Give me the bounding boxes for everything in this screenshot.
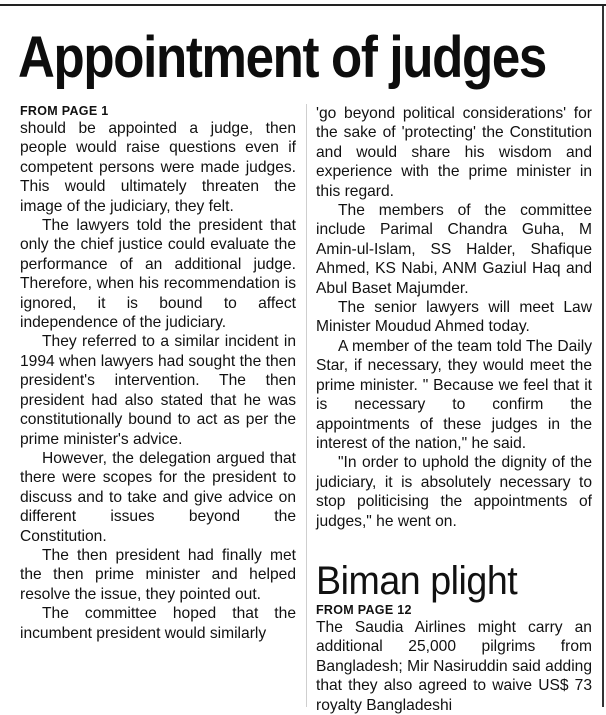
paragraph: However, the delegation argued that there were scopes for the president to discuss and to take and give advice on different issues beyond the Constitution. xyxy=(20,449,296,545)
top-border-rule xyxy=(0,0,606,6)
second-story-kicker: FROM PAGE 12 xyxy=(316,602,412,617)
paragraph: They referred to a similar incident in 1994 when lawyers had sought the then president's intervention. The then president had also stated that he was constitutionally bound to act as per the prime minister's advice. xyxy=(20,333,296,448)
paragraph: A member of the team told The Daily Star, if necessary, they would meet the prime minister. " Because we feel that it is necessary to confirm the appointments of these judges in the interest of the nation," he said. xyxy=(316,337,592,452)
paragraph: The lawyers told the president that only the chief justice could evaluate the performance of an additional judge. Therefore, when his recommendation is ignored, it is bound to affect independence of the judiciary. xyxy=(20,217,296,332)
paragraph: 'go beyond political considerations' for the sake of 'protecting' the Constitution and would share his wisdom and experience with the prime minister in this regard. xyxy=(316,105,592,200)
headline: Appointment of judges xyxy=(18,25,546,90)
paragraph: The senior lawyers will meet Law Minister Moudud Ahmed today. xyxy=(316,299,592,336)
paragraph: "In order to uphold the dignity of the judiciary, it is absolutely necessary to stop politicising the appointments of judges," he went on. xyxy=(316,454,592,530)
left-column xyxy=(20,104,296,643)
paragraph: The Saudia Airlines might carry an additional 25,000 pilgrims from Bangladesh; Mir Nasiruddin said adding that they also agreed to waive US$ 73 royalty Bangladeshi xyxy=(316,618,592,714)
paragraph: The members of the committee include Parimal Chandra Guha, M Amin-ul-Islam, SS Halder, Shafique Ahmed, KS Nabi, ANM Gaziul Haq and Abul Baset Majumder. xyxy=(316,202,592,297)
jump-kicker: FROM PAGE 1 xyxy=(20,104,109,118)
column-divider xyxy=(306,104,307,707)
right-border-rule xyxy=(602,6,604,707)
paragraph: The then president had finally met the then prime minister and helped resolve the issue, they pointed out. xyxy=(20,546,296,603)
paragraph: should be appointed a judge, then people would raise questions even if competent persons were made judges. This would ultimately threaten the image of the judiciary, they felt. xyxy=(20,120,296,215)
second-story-headline: Biman plight xyxy=(316,558,518,603)
right-column xyxy=(316,104,592,715)
paragraph: The committee hoped that the incumbent president would similarly xyxy=(20,605,296,642)
